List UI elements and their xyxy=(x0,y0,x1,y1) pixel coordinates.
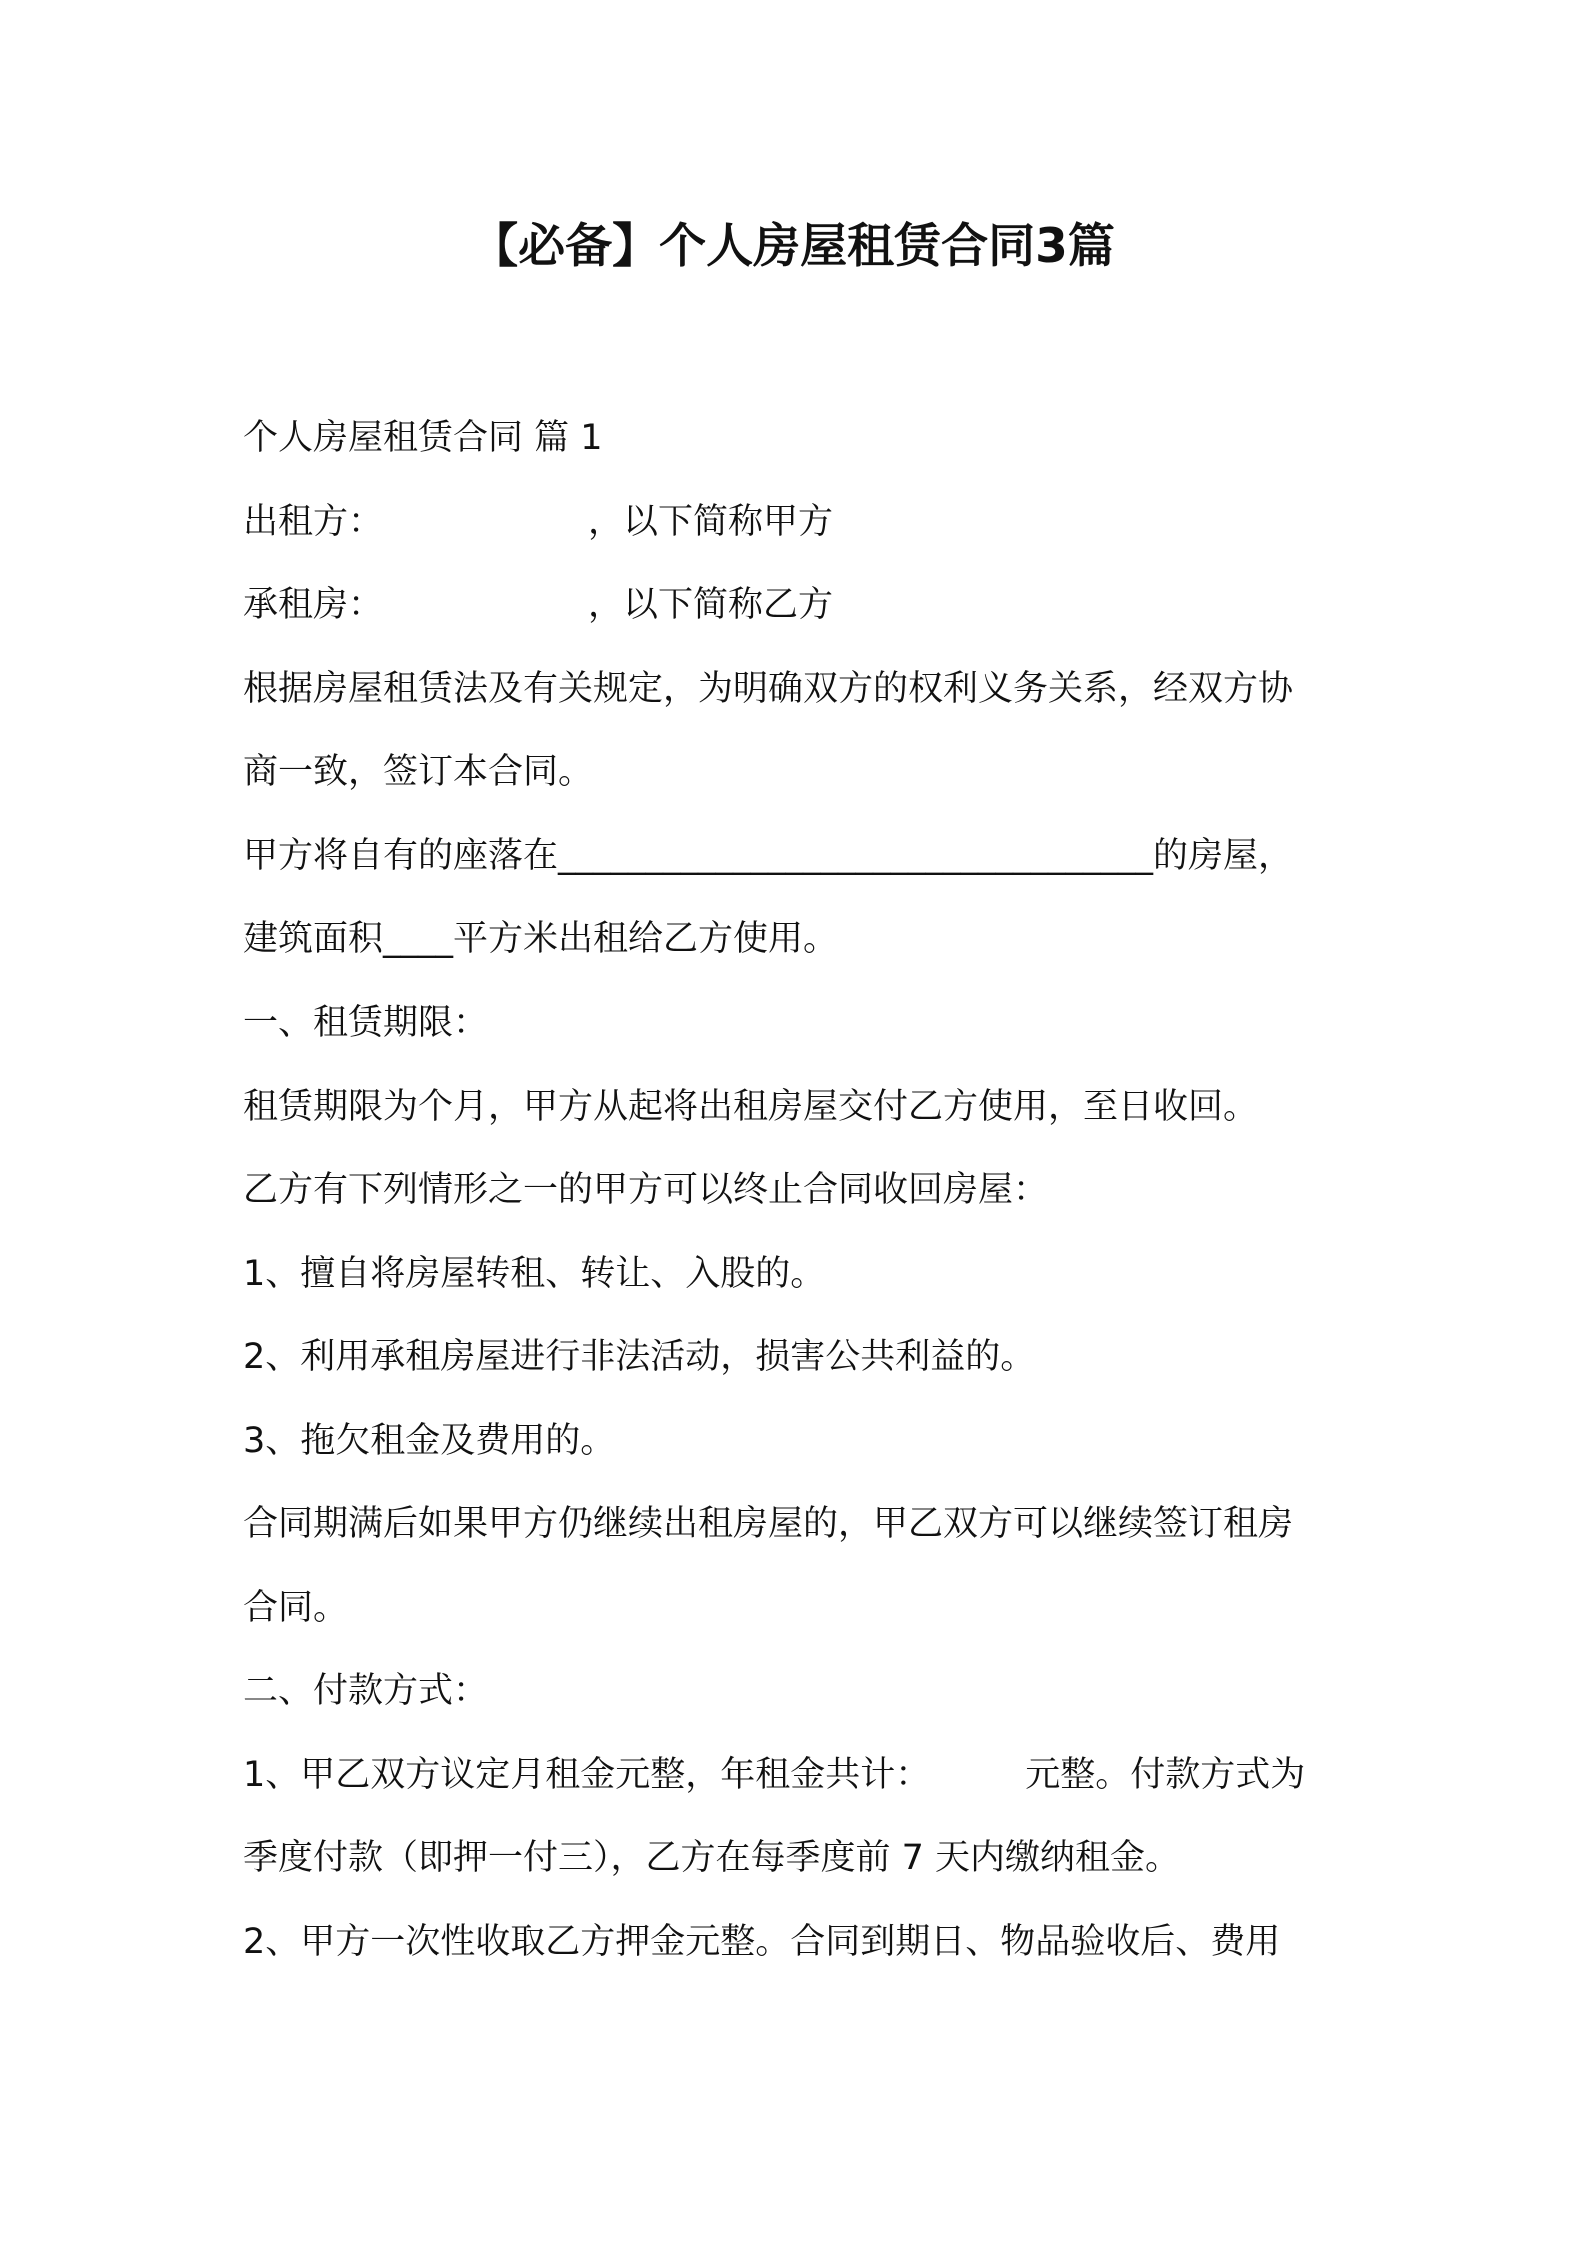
payment-item2: 2、甲方一次性收取乙方押金元整。合同到期日、物品验收后、费用 xyxy=(243,1922,1281,1962)
termination-intro: 乙方有下列情形之一的甲方可以终止合同收回房屋： xyxy=(243,1170,1049,1210)
lessor-suffix: ，以下简称甲方 xyxy=(588,502,834,542)
property-line2: 建筑面积____平方米出租给乙方使用。 xyxy=(243,919,839,959)
clause1-text: 租赁期限为个月，甲方从起将出租房屋交付乙方使用，至日收回。 xyxy=(243,1087,1259,1127)
payment-item1-part2: 元整。付款方式为 xyxy=(1025,1755,1306,1795)
clause2-heading: 二、付款方式： xyxy=(243,1671,489,1711)
renewal-line1: 合同期满后如果甲方仍继续出租房屋的，甲乙双方可以继续签订租房 xyxy=(243,1504,1294,1544)
lessor-line xyxy=(243,497,833,547)
termination-item-3: 3、拖欠租金及费用的。 xyxy=(243,1421,616,1461)
intro-paragraph-line2: 商一致，签订本合同。 xyxy=(243,752,594,792)
renewal-line2: 合同。 xyxy=(243,1588,349,1628)
termination-item-1: 1、擅自将房屋转租、转让、入股的。 xyxy=(243,1254,826,1294)
document-title: 【必备】个人房屋租赁合同3篇 xyxy=(471,219,1115,274)
lessee-line xyxy=(243,580,833,630)
section-heading: 个人房屋租赁合同 篇 1 xyxy=(243,418,603,458)
lessor-label: 出租方： xyxy=(243,502,384,542)
lessee-label: 承租房： xyxy=(243,585,384,625)
payment-item1-line2: 季度付款（即押一付三），乙方在每季度前 7 天内缴纳租金。 xyxy=(243,1838,1181,1878)
payment-item1-line1 xyxy=(243,1750,1305,1800)
payment-item1-part1: 1、甲乙双方议定月租金元整，年租金共计： xyxy=(243,1755,931,1795)
clause1-heading: 一、租赁期限： xyxy=(243,1003,489,1043)
termination-item-2: 2、利用承租房屋进行非法活动，损害公共利益的。 xyxy=(243,1337,1036,1377)
lessee-suffix: ，以下简称乙方 xyxy=(588,585,834,625)
intro-paragraph-line1: 根据房屋租赁法及有关规定，为明确双方的权利义务关系，经双方协 xyxy=(243,669,1294,709)
property-line1: 甲方将自有的座落在__________________________________的房屋， xyxy=(243,836,1294,876)
